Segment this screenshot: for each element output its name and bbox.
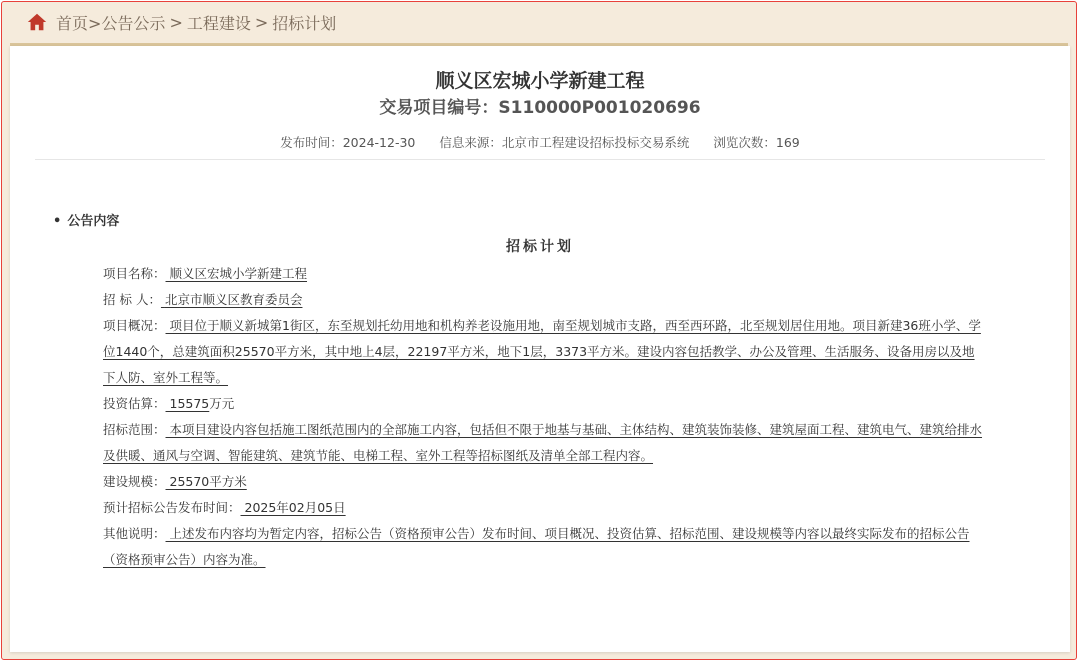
field-expected-date [103,495,983,521]
field-scope [103,417,983,469]
page-title: 顺义区宏城小学新建工程 [435,70,645,92]
field-label: 项目概况： [103,318,166,333]
section-heading [53,210,119,229]
page-frame [1,1,1077,660]
field-label: 招标范围： [103,422,166,437]
field-label: 预计招标公告发布时间： [103,500,241,515]
info-source-label: 信息来源： [439,135,502,150]
breadcrumb-bid-plan[interactable]: 招标计划 [272,13,337,33]
publish-time [280,135,419,150]
field-label: 投资估算： [103,396,166,411]
field-value [166,266,308,281]
field-value [103,422,982,463]
field-investment [103,391,983,417]
field-value-text: 2025年02月05日 [244,500,346,515]
info-source-value: 北京市工程建设招标投标交易系统 [501,135,690,150]
project-number: 交易项目编号：S110000P001020696 [379,98,701,118]
home-icon[interactable] [26,11,48,33]
field-value [166,396,210,411]
field-value [161,292,303,307]
document-fields [103,261,983,573]
field-value-text: 上述发布内容均为暂定内容，招标公告（资格预审公告）发布时间、项目概况、投资估算、招标范围、建设规模等内容以最终实际发布的招标公告（资格预审公告）内容为准。 [103,526,970,567]
field-label: 招 标 人： [103,292,161,307]
field-value [103,526,970,567]
breadcrumb-separator: > [169,12,183,32]
document-title: 招标计划 [506,239,574,255]
field-value-text: 25570平方米 [169,474,247,489]
breadcrumb-home[interactable]: 首页> [56,13,102,33]
field-unit: 万元 [209,396,235,411]
field-other-notes [103,521,983,573]
field-value [103,318,981,385]
breadcrumb-announcements[interactable]: 公告公示 [101,13,166,33]
publish-time-value: 2024-12-30 [342,135,416,150]
field-label: 项目名称： [103,266,166,281]
info-source [439,135,693,150]
field-tenderer [103,287,983,313]
field-label: 建设规模： [103,474,166,489]
view-count-value: 169 [775,135,800,150]
content-card [10,46,1070,652]
field-value-text: 北京市顺义区教育委员会 [164,292,303,307]
view-count [713,135,799,150]
field-overview [103,313,983,391]
publish-time-label: 发布时间： [280,135,343,150]
bullet-icon: • [53,214,62,229]
meta-info [10,133,1070,151]
meta-divider [35,159,1045,160]
field-label: 其他说明： [103,526,166,541]
field-scale [103,469,983,495]
breadcrumb [26,8,336,36]
field-value-text: 15575 [169,396,210,411]
field-value-text: 项目位于顺义新城第1街区，东至规划托幼用地和机构养老设施用地，南至规划城市支路，西至西环路，北至规划居住用地。项目新建36班小学、学位1440个，总建筑面积25570平方米，其中地上4层，22197平方米，地下1层，3373平方米。建设内容包括教学、办公及管理、生活服务、设备用房以及地下人防、室外工程等。 [103,318,981,385]
field-value-text: 顺义区宏城小学新建工程 [169,266,308,281]
field-value-text: 本项目建设内容包括施工图纸范围内的全部施工内容，包括但不限于地基与基础、主体结构、建筑装饰装修、建筑屋面工程、建筑电气、建筑给排水及供暖、通风与空调、智能建筑、建筑节能、电梯工程、室外工程等招标图纸及清单全部工程内容。 [103,422,983,463]
view-count-label: 浏览次数： [713,135,776,150]
field-value [166,474,247,489]
breadcrumb-separator: > [254,12,269,32]
field-project-name [103,261,983,287]
field-value [241,500,346,515]
breadcrumb-engineering[interactable]: 工程建设 [186,13,251,33]
section-title: 公告内容 [67,214,120,229]
